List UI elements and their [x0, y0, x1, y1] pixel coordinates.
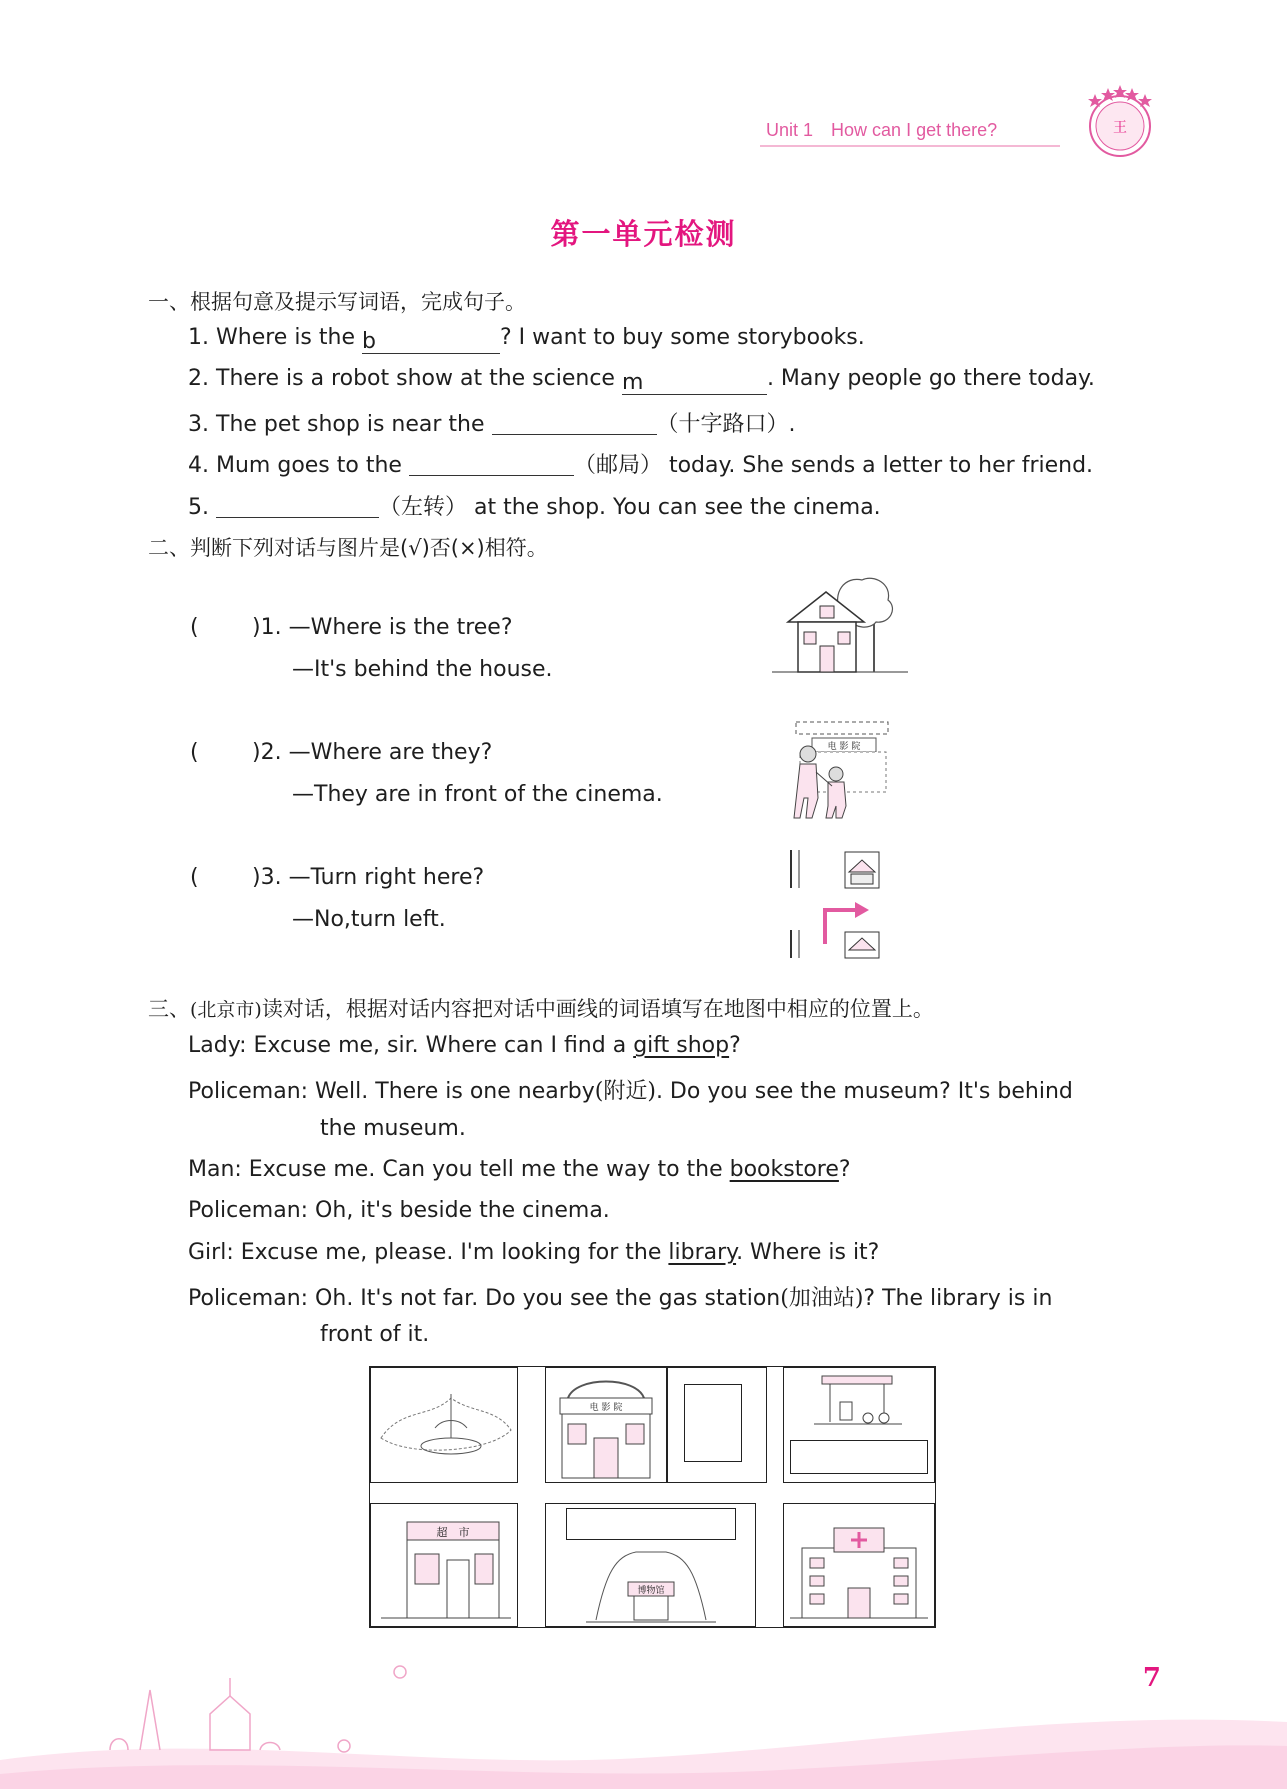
- dialogue-line-3: the museum.: [320, 1116, 466, 1141]
- s2-item-3-question: ( )3. —Turn right here?: [190, 865, 485, 890]
- answer-paren[interactable]: (: [190, 865, 199, 890]
- dialogue-line-8: front of it.: [320, 1322, 430, 1347]
- underlined-gift-shop: gift shop: [633, 1033, 730, 1058]
- park-fountain-icon: [371, 1368, 517, 1482]
- s2-item-1-question: ( )1. —Where is the tree?: [190, 615, 513, 640]
- answer-blank[interactable]: b: [362, 329, 500, 354]
- s2-item-2-question: ( )2. —Where are they?: [190, 740, 493, 765]
- dialogue-line-4: Man: Excuse me. Can you tell me the way to the bookstore?: [188, 1157, 851, 1182]
- publisher-badge-icon: [1075, 80, 1165, 160]
- supermarket-sign: 超 市: [436, 1526, 470, 1539]
- museum-sign: 博物馆: [637, 1586, 665, 1596]
- header-divider: [760, 145, 1060, 147]
- s1-item-2: 2. There is a robot show at the science m . Many people go there today.: [188, 366, 1095, 395]
- cinema-sign-small: 电 影 院: [827, 742, 861, 752]
- section3-heading: 三、(北京市)读对话，根据对话内容把对话中画线的词语填写在地图中相应的位置上。: [148, 997, 934, 1021]
- footer-decoration-icon: [0, 1650, 1287, 1789]
- s2-item-2-answer: —They are in front of the cinema.: [292, 782, 663, 807]
- s1-item-4: 4. Mum goes to the （邮局） today. She sends a letter to her friend.: [188, 453, 1094, 478]
- s1-item-1: 1. Where is the b ? I want to buy some storybooks.: [188, 325, 865, 354]
- map-hospital: [783, 1503, 935, 1627]
- answer-box-bookstore[interactable]: [684, 1384, 742, 1462]
- answer-blank[interactable]: [409, 451, 574, 476]
- supermarket-building-icon: [371, 1504, 517, 1626]
- map-museum: [545, 1503, 756, 1627]
- answer-paren[interactable]: (: [190, 615, 199, 640]
- underlined-library: library: [668, 1240, 737, 1265]
- hospital-building-icon: [784, 1504, 934, 1626]
- s1-item-3: 3. The pet shop is near the （十字路口）.: [188, 412, 796, 437]
- dialogue-line-7: Policeman: Oh. It's not far. Do you see the gas station(加油站)? The library is in: [188, 1286, 1053, 1311]
- s1-item-5: 5. （左转） at the shop. You can see the cinema.: [188, 495, 881, 520]
- dialogue-line-2: Policeman: Well. There is one nearby(附近). Do you see the museum? It's behind: [188, 1079, 1073, 1104]
- gas-station-icon: [784, 1368, 934, 1430]
- dialogue-line-5: Policeman: Oh, it's beside the cinema.: [188, 1198, 610, 1223]
- section1-heading: 一、根据句意及提示写词语，完成句子。: [148, 290, 526, 314]
- answer-paren[interactable]: (: [190, 740, 199, 765]
- unit-header: [766, 120, 997, 141]
- town-map: [369, 1366, 936, 1628]
- museum-building-icon: [576, 1542, 726, 1626]
- unit-title: How can I get there?: [831, 120, 998, 140]
- underlined-bookstore: bookstore: [729, 1157, 839, 1182]
- page-number: 7: [1142, 1663, 1161, 1693]
- s2-item-3-answer: —No,turn left.: [292, 907, 446, 932]
- answer-blank[interactable]: [492, 410, 657, 435]
- unit-label: Unit 1: [766, 120, 814, 140]
- house-tree-picture: [770, 572, 910, 684]
- map-gas-station: [783, 1367, 935, 1483]
- answer-box-gift-shop[interactable]: [566, 1508, 736, 1540]
- map-supermarket: [370, 1503, 518, 1627]
- dialogue-line-6: Girl: Excuse me, please. I'm looking for the library. Where is it?: [188, 1240, 880, 1265]
- answer-blank[interactable]: m: [622, 370, 767, 395]
- cinema-people-picture: [786, 714, 898, 824]
- page-title: 第一单元检测: [550, 217, 737, 251]
- svg-text:王: 王: [1113, 120, 1127, 136]
- turn-arrow-picture: [785, 848, 897, 960]
- map-park: [370, 1367, 518, 1483]
- map-cinema-sign: 电 影 院: [589, 1403, 623, 1413]
- map-slot-beside-cinema: [667, 1367, 767, 1483]
- answer-blank[interactable]: [216, 493, 379, 518]
- s2-item-1-answer: —It's behind the house.: [292, 657, 553, 682]
- answer-box-library[interactable]: [790, 1440, 928, 1474]
- dialogue-line-1: Lady: Excuse me, sir. Where can I find a gift shop?: [188, 1033, 741, 1058]
- map-cinema: [545, 1367, 667, 1483]
- section2-heading: 二、判断下列对话与图片是(√)否(×)相符。: [148, 536, 548, 560]
- cinema-building-icon: [546, 1368, 666, 1482]
